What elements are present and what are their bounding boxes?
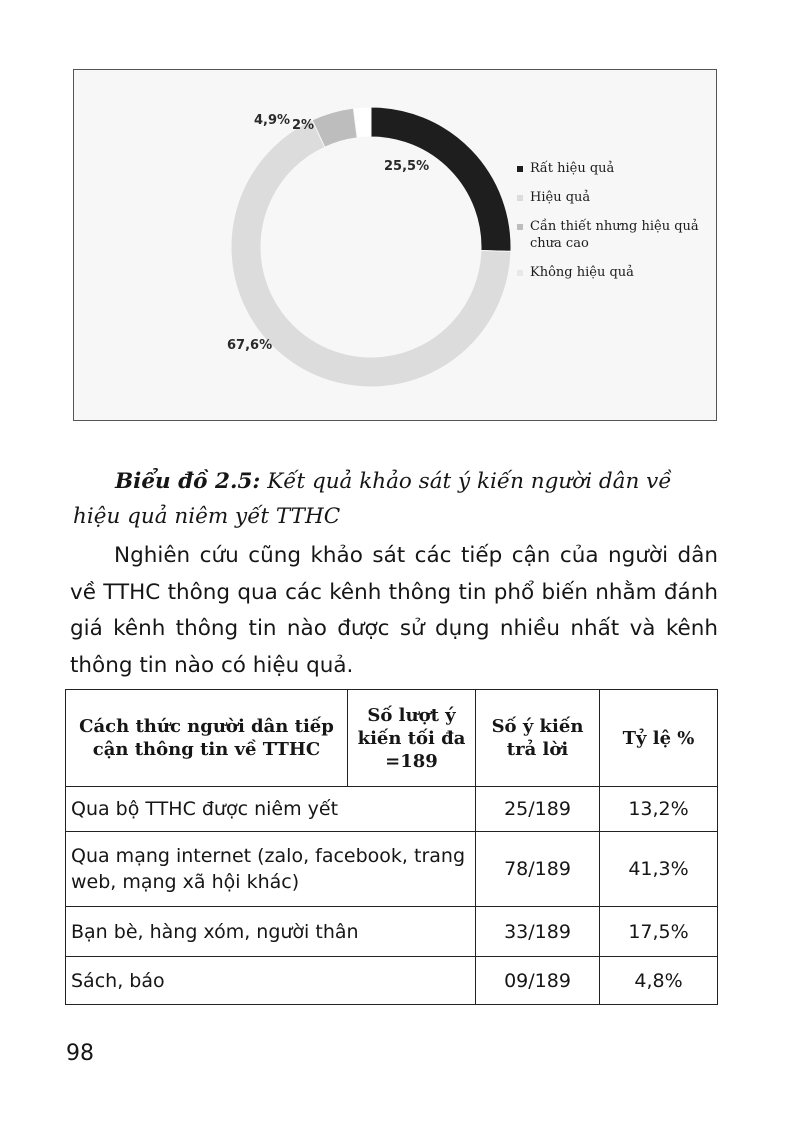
table-row [66, 832, 718, 907]
table-header-row [66, 690, 718, 787]
data-label: 2% [292, 118, 315, 133]
figure-caption [73, 464, 721, 534]
survey-table [65, 689, 718, 1005]
cell-method: Qua bộ TTHC được niêm yết [66, 787, 476, 832]
legend-swatch-icon [517, 224, 523, 230]
cell-responses: 25/189 [476, 787, 600, 832]
legend-label: Rất hiệu quả [530, 161, 615, 176]
data-label: 67,6% [227, 338, 273, 353]
header-method: Cách thức người dân tiếp cận thông tin về TTHC [66, 690, 348, 787]
legend-label: Cần thiết nhưng hiệu quả chưa cao [530, 219, 699, 251]
legend-swatch-icon [517, 166, 523, 172]
paragraph-text: Nghiên cứu cũng khảo sát các tiếp cận của người dân về TTHC thông qua các kênh thông tin phổ biến nhằm đánh giá kênh thông tin nào được sử dụng nhiều nhất và kênh thông tin nào có hiệu quả. [70, 543, 718, 678]
cell-percent: 17,5% [600, 907, 718, 957]
legend-item [517, 218, 715, 252]
cell-method: Bạn bè, hàng xóm, người thân [66, 907, 476, 957]
data-label: 25,5% [384, 159, 430, 174]
legend-item [517, 160, 715, 177]
cell-responses: 09/189 [476, 957, 600, 1005]
page-number: 98 [66, 1041, 94, 1066]
header-responses: Số ý kiến trả lời [476, 690, 600, 787]
table-row [66, 957, 718, 1005]
chart-legend [517, 160, 715, 293]
cell-responses: 33/189 [476, 907, 600, 957]
table-row [66, 787, 718, 832]
cell-method: Sách, báo [66, 957, 476, 1005]
cell-percent: 4,8% [600, 957, 718, 1005]
cell-method: Qua mạng internet (zalo, facebook, trang web, mạng xã hội khác) [66, 832, 476, 907]
data-label: 4,9% [254, 113, 291, 128]
body-paragraph [70, 538, 718, 684]
legend-item [517, 189, 715, 206]
legend-swatch-icon [517, 270, 523, 276]
header-max-responses: Số lượt ý kiến tối đa =189 [348, 690, 476, 787]
legend-swatch-icon [517, 195, 523, 201]
caption-text: Kết quả khảo sát ý kiến người dân về hiệu quả niêm yết TTHC [73, 469, 672, 529]
header-percent: Tỷ lệ % [600, 690, 718, 787]
legend-item [517, 264, 715, 281]
caption-label: Biểu đồ 2.5: [115, 469, 261, 494]
donut-slice [371, 107, 511, 251]
cell-percent: 13,2% [600, 787, 718, 832]
cell-responses: 78/189 [476, 832, 600, 907]
cell-percent: 41,3% [600, 832, 718, 907]
table-row [66, 907, 718, 957]
legend-label: Không hiệu quả [530, 265, 634, 280]
legend-label: Hiệu quả [530, 190, 591, 205]
chart-frame [73, 69, 717, 421]
